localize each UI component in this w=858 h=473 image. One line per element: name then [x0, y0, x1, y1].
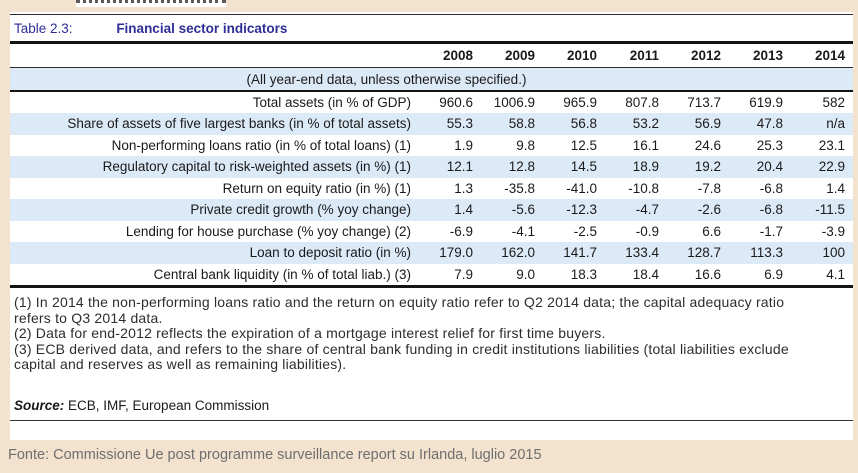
value-cell: 713.7	[687, 95, 721, 110]
value-cell: 18.9	[632, 159, 659, 175]
row-label: Total assets (in % of GDP)	[252, 95, 411, 110]
value-cell: 807.8	[625, 95, 659, 110]
value-cell: -0.9	[635, 223, 659, 239]
value-cell: 582	[822, 95, 845, 110]
value-cell: 4.1	[826, 266, 845, 282]
row-label: Return on equity ratio (in %) (1)	[222, 180, 411, 196]
row-label: Lending for house purchase (% yoy change) (2)	[125, 223, 411, 239]
row-label: Regulatory capital to risk-weighted assets (in %) (1)	[102, 159, 411, 175]
value-cell: 960.6	[439, 95, 473, 110]
source-text: ECB, IMF, European Commission	[68, 397, 270, 413]
value-cell: 22.9	[818, 159, 845, 175]
value-cell: -1.7	[759, 223, 783, 239]
value-cell: 18.4	[632, 266, 659, 282]
value-cell: 133.4	[625, 245, 659, 261]
year-column-header: 2008	[442, 48, 473, 63]
value-cell: 20.4	[756, 159, 783, 175]
value-cell: 1.4	[826, 180, 845, 196]
table-row	[10, 264, 853, 286]
value-cell: 47.8	[756, 116, 783, 132]
value-cell: 55.3	[446, 116, 473, 132]
footnotes	[10, 288, 836, 373]
value-cell: 113.3	[750, 245, 783, 261]
value-cell: -6.8	[759, 180, 783, 196]
year-column-header: 2013	[752, 48, 783, 63]
value-cell: -2.5	[573, 223, 597, 239]
table-caption-row	[10, 15, 853, 41]
year-column-header: 2010	[566, 48, 597, 63]
row-label: Private credit growth (% yoy change)	[190, 202, 411, 218]
value-cell: -7.8	[697, 180, 721, 196]
table-subtitle-row	[10, 68, 853, 92]
row-label: Central bank liquidity (in % of total liab.) (3)	[153, 266, 411, 282]
value-cell: 7.9	[454, 266, 473, 282]
value-cell: 1.3	[454, 180, 473, 196]
source-label: Source:	[14, 397, 65, 413]
year-column-header: 2011	[629, 48, 659, 63]
value-cell: -5.6	[511, 202, 535, 218]
value-cell: 179.0	[439, 245, 473, 261]
value-cell: -35.8	[504, 180, 535, 196]
table-subtitle: (All year-end data, unless otherwise specified.)	[10, 68, 853, 92]
table-row	[10, 242, 853, 264]
value-cell: 965.9	[563, 95, 597, 110]
value-cell: 128.7	[687, 245, 721, 261]
empty-header-cell	[10, 44, 419, 68]
bottom-caption-strip	[0, 440, 858, 473]
footnote-1: (1) In 2014 the non-performing loans ratio and the return on equity ratio refer to Q2 2014 data; the capital adequacy ratio refers to Q3 2014 data.	[14, 294, 785, 326]
row-label: Loan to deposit ratio (in %)	[249, 245, 411, 261]
table-row	[10, 113, 853, 135]
value-cell: 56.8	[570, 116, 597, 132]
year-header-row	[10, 44, 853, 68]
table-row	[10, 135, 853, 157]
value-cell: 100	[822, 245, 845, 261]
year-column-header: 2012	[690, 48, 721, 63]
value-cell: 25.3	[756, 137, 783, 153]
year-column-header: 2014	[814, 48, 845, 63]
value-cell: 14.5	[570, 159, 597, 175]
row-label: Share of assets of five largest banks (in % of total assets)	[67, 116, 411, 132]
value-cell: -3.9	[821, 223, 845, 239]
value-cell: n/a	[826, 116, 845, 132]
value-cell: 58.8	[508, 116, 535, 132]
value-cell: -4.7	[635, 202, 659, 218]
value-cell: 9.8	[516, 137, 535, 153]
value-cell: 6.6	[702, 223, 721, 239]
value-cell: -10.8	[628, 180, 659, 196]
value-cell: -4.1	[511, 223, 535, 239]
year-column-header: 2009	[504, 48, 535, 63]
value-cell: -2.6	[697, 202, 721, 218]
value-cell: 619.9	[749, 95, 783, 110]
footnote-2: (2) Data for end-2012 reflects the expiration of a mortgage interest relief for first time buyers.	[14, 325, 606, 341]
value-cell: 162.0	[501, 245, 535, 261]
value-cell: 56.9	[694, 116, 721, 132]
value-cell: 1.9	[454, 137, 473, 153]
table-row	[10, 156, 853, 178]
source-row	[10, 398, 853, 421]
value-cell: 18.3	[570, 266, 597, 282]
page-edge-dotted-line	[76, 0, 226, 7]
value-cell: 16.6	[694, 266, 721, 282]
value-cell: 6.9	[764, 266, 783, 282]
value-cell: 12.8	[508, 159, 535, 175]
table-row	[10, 91, 853, 113]
value-cell: 19.2	[694, 159, 721, 175]
table-panel	[10, 12, 853, 440]
value-cell: -6.9	[449, 223, 473, 239]
value-cell: 23.1	[818, 137, 845, 153]
value-cell: -12.3	[566, 202, 597, 218]
row-label: Non-performing loans ratio (in % of total loans) (1)	[111, 137, 411, 153]
value-cell: 1.4	[454, 202, 473, 218]
value-cell: 53.2	[632, 116, 659, 132]
value-cell: -41.0	[566, 180, 597, 196]
table-row	[10, 199, 853, 221]
figure-source-caption: Fonte: Commissione Ue post programme surveillance report su Irlanda, luglio 2015	[8, 447, 542, 463]
table-row	[10, 221, 853, 243]
value-cell: 1006.9	[493, 95, 535, 110]
value-cell: -11.5	[815, 202, 845, 218]
value-cell: -6.8	[759, 202, 783, 218]
table-number: Table 2.3:	[14, 21, 73, 36]
table-row	[10, 178, 853, 200]
financial-indicators-table	[10, 44, 853, 285]
footnote-3: (3) ECB derived data, and refers to the share of central bank funding in credit institutions liabilities (total liabilities exclude capital and reserves as well as remaining liabilities).	[14, 340, 789, 372]
value-cell: 12.5	[570, 137, 597, 153]
value-cell: 12.1	[446, 159, 473, 175]
value-cell: 9.0	[516, 266, 535, 282]
value-cell: 141.7	[563, 245, 597, 261]
table-title: Financial sector indicators	[116, 21, 288, 36]
value-cell: 16.1	[632, 137, 659, 153]
value-cell: 24.6	[694, 137, 721, 153]
